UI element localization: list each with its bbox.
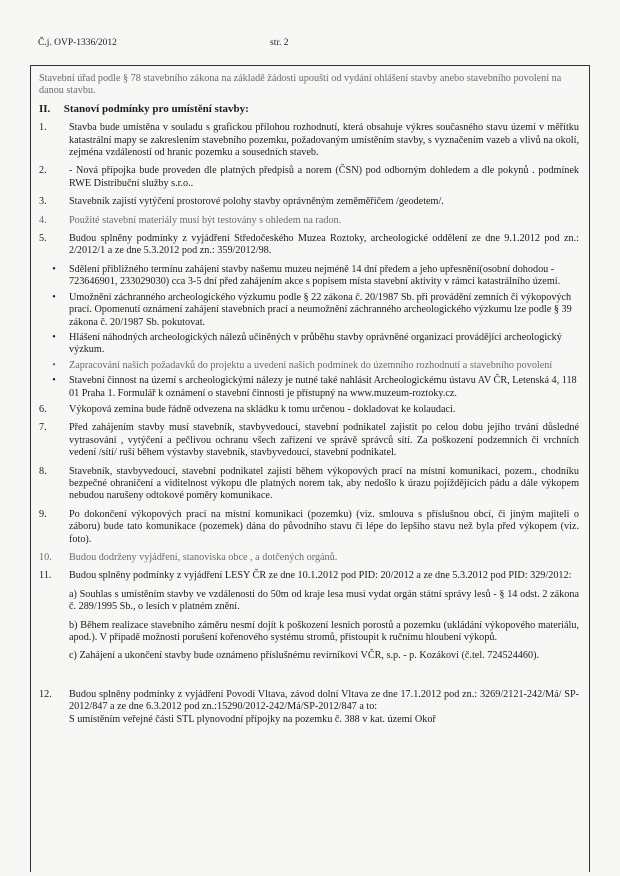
bullet-text: Sdělení přibližného termínu zahájení stavby našemu muzeu nejméně 14 dní předem a jeho upřesnění(osobní dohodou - 723646901, 233029030) cca 3-5 dní před zahájením akce s popisem místa stavební aktivity v rámci katastrálního území. [69,263,561,288]
condition-item-6 [39,404,579,416]
content-box [30,65,590,872]
bullet-item [39,292,579,329]
item-12-body [69,689,579,726]
bullet-text: Zapracování našich požadavků do projektu a uvedení našich podmínek do územního rozhodnutí a stavebního povolení [69,359,553,371]
item-number: 10. [39,552,52,563]
item-number: 9. [39,508,47,520]
item-number: 5. [39,233,47,245]
bullet-text: Stavební činnost na území s archeologickými nálezy je nutné také nahlásit Archeologickému ústavu AV ČR, Letenská 4, 118 01 Praha 1. Formulář k oznámení o stavební činnosti je přístupný na www.muzeum-roztoky.cz. [69,375,577,399]
bullet-item [39,264,579,289]
item-number: 2. [39,165,47,177]
item-number: 3. [39,196,47,208]
bullet-icon: • [52,375,56,387]
condition-item-7 [39,422,579,459]
condition-item-9 [39,509,579,546]
item-text: Stavba bude umístěna v souladu s grafickou přílohou rozhodnutí, která obsahuje výkres současného stavu území v měřítku katastrální mapy se zakreslením stavebního pozemku, požadovaným umístěním stavby, s vyznačením vazeb a vlivů na okolí, zejména vzdáleností od hranic pozemku a sousedních staveb. [69,122,579,159]
section-title [39,103,579,115]
condition-item-12 [39,689,579,726]
sub-condition-a: a) Souhlas s umístěním stavby ve vzdálenosti do 50m od kraje lesa musí vydat orgán státní správy lesů - § 14 odst. 2 zákona č. 289/1995 Sb., o lesích v platném znění. [69,588,579,613]
bullet-text: Hlášení náhodných archeologických nálezů učiněných v průběhu stavby oprávněné organizaci provádějící archeologický výzkum. [69,331,562,356]
intro-paragraph: Stavební úřad podle § 78 stavebního zákona na základě žádosti upouští od vydání ohlášení stavby anebo stavebního povolení na danou stavbu. [39,73,562,97]
condition-item-4 [39,215,579,227]
bullet-item [39,375,579,400]
item-number: 6. [39,403,47,415]
condition-item-8 [39,466,579,503]
section-title-text: Stanoví podmínky pro umístění stavby: [63,102,249,115]
item-11-body [69,570,579,664]
bullet-item [39,332,579,357]
item-number: 4. [39,214,47,226]
item-number: 1. [39,122,47,134]
sub-condition-c: c) Zahájení a ukončení stavby bude oznámeno příslušnému revírníkovi VČR, s.p. - p. Kozákovi (č.tel. 724524460). [69,650,540,662]
item-text: Po dokončení výkopových prací na místní komunikaci (pozemku) (viz. smlouva s příslušnou obcí, či jiným majiteli o záboru) bude tato komunikace (pozemek) dána do původního stavu či lépe do lepšího stavu než byla před výkopem (viz. foto). [69,508,579,545]
condition-item-2 [39,165,579,190]
item-number: 11. [39,570,52,582]
condition-item-3 [39,196,579,208]
sub-condition-b: b) Během realizace stavebního záměru nesmí dojít k poškození lesních porostů a pozemku (ukládání výkopového materiálu, apod.). V případě možnosti porušení kořenového systému stromů, přistoupit k ručnímu hloubení výkopů. [69,619,579,644]
page-number: str. 2 [270,38,289,48]
spacer [39,671,579,689]
museum-conditions-list [39,264,579,400]
bullet-text: Umožnění záchranného archeologického výzkumu podle § 22 zákona č. 20/1987 Sb. při provádění zemních či výkopových prací. Opomenutí oznámení zahájení stavebních prací a neumožnění záchranného archeologického výzkumu lze podle § 39 zákona č. 20/1987 Sb. pokutovat. [69,291,572,328]
item-text: Stavebník, stavbyvedoucí, stavební podnikatel zajistí během výkopových prací na místní komunikaci, pozem., chodníku bezpečné ohraničení a viditelnost výkopu dle platných norem tak, aby nedošlo k úrazu pojíždějících pádu a dále výkopem nebudou narušeny odtokové poměry komunikace. [69,465,579,502]
item-text: Budou splněny podmínky z vyjádření Středočeského Muzea Roztoky, archeologické oddělení ze dne 9.1.2012 pod zn.: 2/2012/1 a ze dne 5.3.2012 pod zn.: 359/2012/98. [69,233,579,257]
bullet-icon: • [52,331,56,343]
item-text: Výkopová zemina bude řádně odvezena na skládku k tomu určenou - dokladovat ke kolaudaci. [69,403,456,415]
condition-item-10 [39,552,579,564]
condition-item-1 [39,122,579,159]
item-text: Použité stavební materiály musí být testovány s ohledem na radon. [69,214,342,226]
condition-item-11 [39,570,579,664]
page-header [38,38,582,52]
bullet-icon: • [52,291,56,303]
item-text: Budou dodrženy vyjádření, stanoviska obce , a dotčených orgánů. [69,552,338,563]
item-text: Budou splněny podmínky z vyjádření LESY ČR ze dne 10.1.2012 pod PID: 20/2012 a ze dne 5.3.2012 pod PID: 329/2012: [69,570,572,582]
item-text: Před zahájením stavby musí stavebník, stavbyvedoucí, stavební podnikatel zajistit po celou dobu jejího trvání důsledné vytrasování , vytýčení a pečlivou ochranu všech zařízení ve správě správců sítí. Za poškození podzemních či vrchních vedení /sítí/ ruší během výstavby stavebník, stavbyvedoucí, stavební podnikatel. [69,422,579,459]
reference-number: Č.j. OVP-1336/2012 [38,38,117,48]
condition-item-5 [39,233,579,258]
bullet-icon: • [52,263,56,275]
item-text: Stavebník zajistí vytýčení prostorové polohy stavby oprávněným zeměměřičem /geodetem/. [69,196,444,208]
item-number: 7. [39,422,47,434]
item-text: - Nová přípojka bude proveden dle platných předpisů a norem (ČSN) pod odborným dohledem a dle pokynů . podmínek RWE Distribuční služby s.r.o.. [69,165,579,189]
item-number: 8. [39,465,47,477]
item-text: Budou splněny podmínky z vyjádření Povodí Vltava, závod dolní Vltava ze dne 17.1.2012 pod zn.: 3269/2121-242/Má/ SP-2012/847 a ze dne 6.3.2012 pod zn.:15290/2012-242/Má/SP-2012/847 a to: [69,688,579,713]
item-12-continuation: S umístěním veřejné části STL plynovodní přípojky na pozemku č. 388 v kat. území Okoř [69,713,436,725]
section-number: II. [39,102,51,115]
bullet-item [39,360,579,372]
item-number: 12. [39,688,52,700]
bullet-icon: • [52,359,56,371]
